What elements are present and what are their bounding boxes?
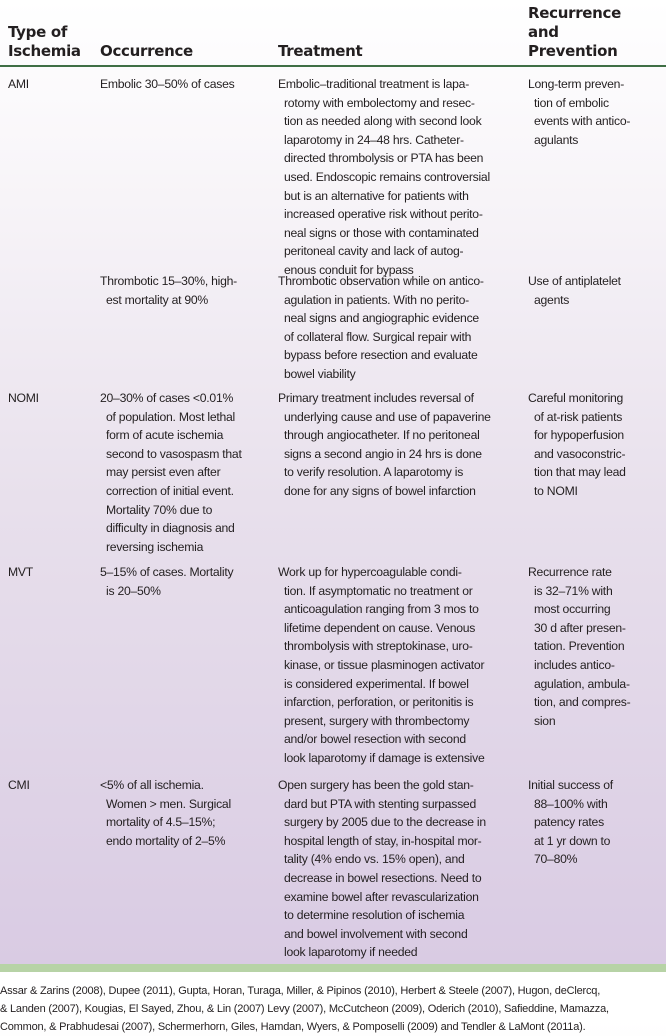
cell-prevention: Recurrence rate is 32–71% with most occurring 30 d after presen- tation. Prevention includes antico- agulation, ambula- tion, and compres- sion <box>528 565 631 728</box>
cell-prevention: Long-term preven- tion of embolic events with antico- agulants <box>528 77 631 147</box>
header-type: Type of Ischemia <box>8 23 81 60</box>
cell-prevention: Careful monitoring of at-risk patients for hypoperfusion and vasoconstric- tion that may lead to NOMI <box>528 391 626 498</box>
header-rule <box>0 65 666 67</box>
references: Assar & Zarins (2008), Dupee (2011), Gupta, Horan, Turaga, Miller, & Pipinos (2010), Herbert & Steele (2007), Hugon, deClercq, & Landen (2007), Kougias, El Sayed, Zhou, & Lin (2007) Levy (2007), McCutcheon (2009), Oderich (2010), Safieddine, Mamazza, Common, & Prabhudesai (2007), Schermerhorn, Giles, Hamdan, Wyers, & Pomposelli (2009) and Tendler & LaMont (2011a). <box>0 978 660 1023</box>
cell-type: CMI <box>8 778 30 792</box>
cell-prevention: Use of antiplatelet agents <box>528 274 621 307</box>
cell-occurrence: <5% of all ischemia. Women > men. Surgical mortality of 4.5–15%; endo mortality of 2–5% <box>100 778 231 848</box>
footer-band <box>0 964 666 972</box>
cell-treatment: Work up for hypercoagulable condi- tion. If asymptomatic no treatment or anticoagulation ranging from 3 mos to lifetime dependent on cause. Venous thrombolysis with streptokinase, uro- kinase, or tissue plasminogen activator is considered experimental. If bowel infarction, perforation, or peritonitis is present, surgery with thrombectomy and/or bowel resection with second look laparotomy if damage is extensive <box>278 565 485 765</box>
cell-prevention: Initial success of 88–100% with patency rates at 1 yr down to 70–80% <box>528 778 613 867</box>
cell-treatment: Embolic–traditional treatment is lapa- rotomy with embolectomy and resec- tion as needed along with second look laparotomy in 24–48 hrs. Catheter- directed thrombolysis or PTA has been used. Endoscopic remains controversial but is an alternative for patients with increased operative risk without perito- neal signs or those with contaminated peritoneal cavity and lack of autog- enous conduit for bypass <box>278 77 490 277</box>
cell-treatment: Thrombotic observation while on antico- agulation in patients. With no perito- neal signs and angiographic evidence of collateral flow. Surgical repair with bypass before resection and evaluate bowel viability <box>278 274 484 381</box>
cell-occurrence: Thrombotic 15–30%, high- est mortality at 90% <box>100 274 237 307</box>
header-occurrence: Occurrence <box>100 42 193 60</box>
cell-type: MVT <box>8 565 33 579</box>
header-treatment: Treatment <box>278 42 363 60</box>
cell-occurrence: Embolic 30–50% of cases <box>100 77 235 91</box>
cell-type: NOMI <box>8 391 39 405</box>
cell-treatment: Open surgery has been the gold stan- dard but PTA with stenting surpassed surgery by 2005 due to the decrease in hospital length of stay, in-hospital mor- tality (4% endo vs. 15% open), and decrease in bowel resections. Need to examine bowel after revascularization to determine resolution of ischemia and bowel involvement with second look laparotomy if needed <box>278 778 486 960</box>
cell-type: AMI <box>8 77 29 91</box>
cell-treatment: Primary treatment includes reversal of underlying cause and use of papaverine through angiocatheter. If no peritoneal signs a second angio in 24 hrs is done to verify resolution. A laparotomy is done for any signs of bowel infarction <box>278 391 491 498</box>
cell-occurrence: 5–15% of cases. Mortality is 20–50% <box>100 565 234 598</box>
header-prevention: Recurrence and Prevention <box>528 4 622 60</box>
cell-occurrence: 20–30% of cases <0.01% of population. Most lethal form of acute ischemia second to vasospasm that may persist even after correction of initial event. Mortality 70% due to difficulty in diagnosis and reversing ischemia <box>100 391 242 554</box>
